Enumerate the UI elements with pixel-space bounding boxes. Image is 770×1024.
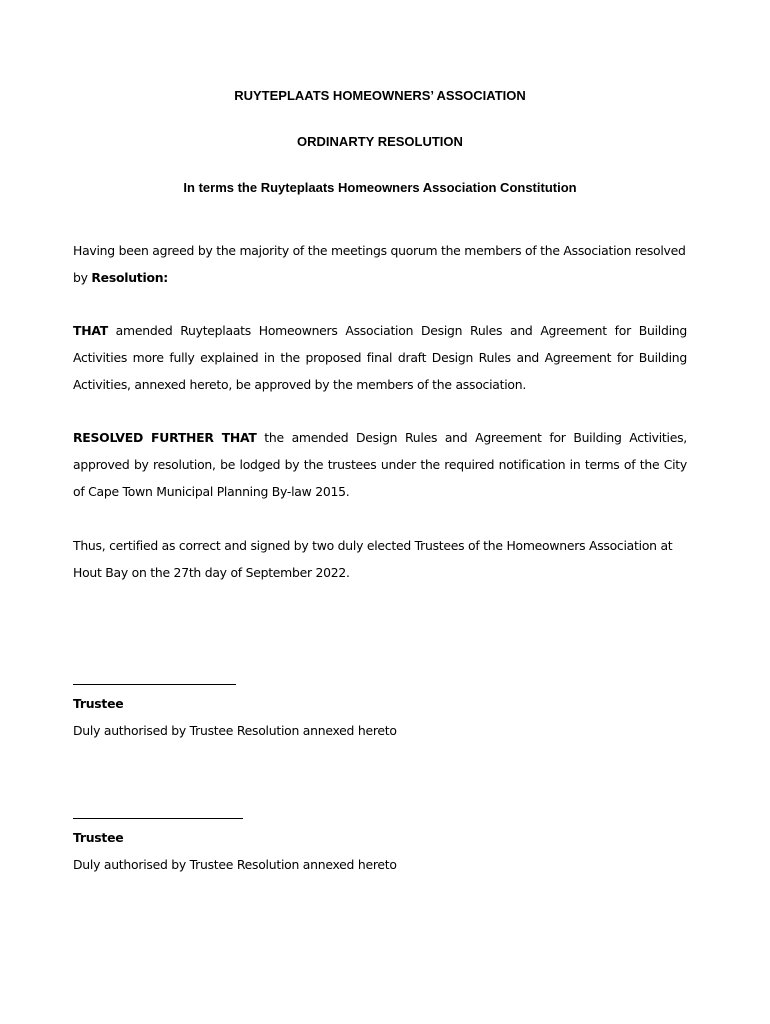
agreement-text: Having been agreed by the majority of the meetings quorum the members of the Association resolved by [73,243,686,285]
agreement-paragraph [73,237,687,291]
constitution-subheading: In terms the Ruyteplaats Homeowners Association Constitution [183,180,577,195]
association-title: RUYTEPLAATS HOMEOWNERS’ ASSOCIATION [234,88,526,103]
that-paragraph [73,317,687,398]
resolved-further-paragraph [73,424,687,505]
trustee-label-1: Trustee [73,696,124,711]
that-keyword: THAT [73,323,108,338]
resolved-further-text: the amended Design Rules and Agreement for Building Activities, approved by resolution, be lodged by the trustees under the required notification in terms of the City of Cape Town Municipal Planning By-law 2015. [73,430,687,499]
resolution-label: Resolution: [91,270,168,285]
trustee-note-2: Duly authorised by Trustee Resolution annexed hereto [73,857,397,872]
trustee-label-2: Trustee [73,830,124,845]
signature-line-2 [73,818,243,819]
signature-line-1 [73,684,236,685]
trustee-note-1: Duly authorised by Trustee Resolution annexed hereto [73,723,397,738]
certification-paragraph: Thus, certified as correct and signed by two duly elected Trustees of the Homeowners Association at Hout Bay on the 27th day of September 2022. [73,538,673,580]
resolution-heading: ORDINARTY RESOLUTION [297,134,463,149]
that-text: amended Ruyteplaats Homeowners Association Design Rules and Agreement for Building Activities more fully explained in the proposed final draft Design Rules and Agreement for Building Activities, annexed hereto, be approved by the members of the association. [73,323,687,392]
resolved-further-keyword: RESOLVED FURTHER THAT [73,430,257,445]
